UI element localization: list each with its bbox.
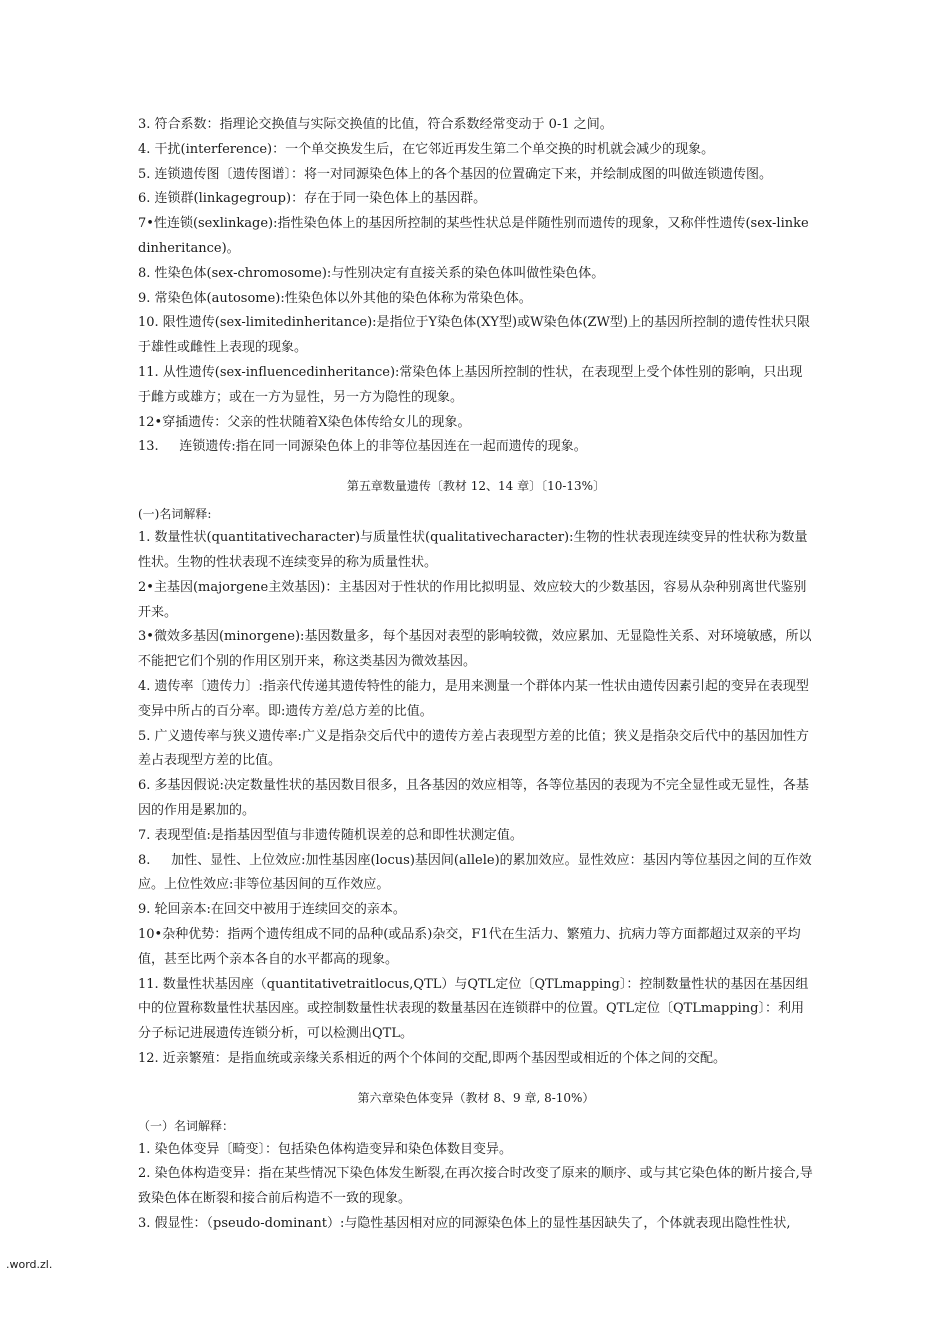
list-item: 6. 连锁群(linkagegroup)：存在于同一染色体上的基因群。 xyxy=(138,191,487,207)
list-item: 10•杂种优势：指两个遗传组成不同的品种(或品系)杂交，F1代在生活力、繁殖力、抗病力等方面都超过双亲的平均值，甚至比两个亲本各自的水平都高的现象。 xyxy=(138,926,801,967)
list-item: 9. 轮回亲本:在回交中被用于连续回交的亲本。 xyxy=(138,902,406,918)
list-item: 4. 遗传率〔遗传力〕:指亲代传递其遗传特性的能力，是用来测量一个群体内某一性状由遗传因素引起的变异在表现型变异中所占的百分率。即:遗传方差/总方差的比值。 xyxy=(138,678,809,719)
chapter-6-title: 第六章染色体变异（教材 8、9 章, 8-10%） xyxy=(357,1090,595,1105)
list-item: 9. 常染色体(autosome):性染色体以外其他的染色体称为常染色体。 xyxy=(138,290,532,306)
chapter-5-subtitle: (一)名词解释: xyxy=(138,507,212,522)
list-item: 7. 表现型值:是指基因型值与非遗传随机误差的总和即性状测定值。 xyxy=(138,827,523,843)
list-item: 2. 染色体构造变异：指在某些情况下染色体发生断裂,在再次接合时改变了原来的顺序、或与其它染色体的断片接合,导致染色体在断裂和接合前后构造不一致的现象。 xyxy=(138,1166,813,1207)
list-item: 12. 近亲繁殖：是指血统或亲缘关系相近的两个个体间的交配,即两个基因型或相近的个体之间的交配。 xyxy=(138,1050,726,1066)
page-footer: .word.zl. xyxy=(6,1258,53,1271)
list-item: 5. 广义遗传率与狭义遗传率:广义是指杂交后代中的遗传方差占表现型方差的比值；狭义是指杂交后代中的基因加性方差占表现型方差的比值。 xyxy=(138,728,809,769)
list-item: 10. 限性遗传(sex-limitedinheritance):是指位于Y染色体(XY型)或W染色体(ZW型)上的基因所控制的遗传性状只限于雄性或雌性上表现的现象。 xyxy=(138,315,810,356)
chapter-5-title: 第五章数量遗传〔教材 12、14 章〕〔10-13%〕 xyxy=(346,479,606,494)
list-item: 6. 多基因假说:决定数量性状的基因数目很多，且各基因的效应相等，各等位基因的表现为不完全显性或无显性，各基因的作用是累加的。 xyxy=(138,778,809,818)
list-item: 11. 数量性状基因座（quantitativetraitlocus,QTL）与QTL定位〔QTLmapping〕：控制数量性状的基因在基因组中的位置称数量性状基因座。或控制数量性状表现的数量基因在连锁群中的位置。QTL定位〔QTLmapping〕：利用分子标记进展遗传连锁分析，可以检测出QTL。 xyxy=(138,976,809,1042)
chapter-6-subtitle: （一）名词解释： xyxy=(138,1118,235,1133)
list-item: 3. 符合系数：指理论交换值与实际交换值的比值，符合系数经常变动于 0-1 之间。 xyxy=(138,117,613,132)
list-item: 1. 染色体变异〔畸变〕：包括染色体构造变异和染色体数目变异。 xyxy=(138,1141,513,1157)
chapter-6-list xyxy=(138,1138,814,1237)
list-item: 5. 连锁遗传图〔遗传图谱〕：将一对同源染色体上的各个基因的位置确定下来，并绘制成图的叫做连锁遗传图。 xyxy=(138,166,773,182)
list-item: 11. 从性遗传(sex-influencedinheritance):常染色体上基因所控制的性状，在表现型上受个体性别的影响，只出现于雌方或雄方；或在一方为显性，另一方为隐性的现象。 xyxy=(138,364,803,405)
list-item: 2•主基因(majorgene主效基因)：主基因对于性状的作用比拟明显、效应较大的少数基因，容易从杂种别离世代鉴别开来。 xyxy=(138,579,807,620)
prev-list xyxy=(138,113,814,460)
list-item: 1. 数量性状(quantitativecharacter)与质量性状(qualitativecharacter):生物的性状表现连续变异的性状称为数量性状。生物的性状表现不连续变异的称为质量性状。 xyxy=(138,530,808,570)
list-item: 4. 干扰(interference)：一个单交换发生后，在它邻近再发生第二个单交换的时机就会减少的现象。 xyxy=(138,141,715,157)
list-item: 3. 假显性：（pseudo-dominant）:与隐性基因相对应的同源染色体上的显性基因缺失了，个体就表现出隐性性状, xyxy=(138,1216,791,1232)
list-item: 8. 性染色体(sex-chromosome):与性别决定有直接关系的染色体叫做性染色体。 xyxy=(138,265,605,281)
document-body xyxy=(138,113,814,1237)
chapter-5-list xyxy=(138,526,814,1072)
list-item: 13. 连锁遗传:指在同一同源染色体上的非等位基因连在一起而遗传的现象。 xyxy=(138,439,587,455)
list-item: 8. 加性、显性、上位效应:加性基因座(locus)基因间(allele)的累加效应。显性效应：基因内等位基因之间的互作效应。上位性效应:非等位基因间的互作效应。 xyxy=(138,852,812,893)
list-item: 12•穿插遗传：父亲的性状随着X染色体传给女儿的现象。 xyxy=(138,414,471,430)
list-item: 7•性连锁(sexlinkage):指性染色体上的基因所控制的某些性状总是伴随性别而遗传的现象，又称伴性遗传(sex-linkedinheritance)。 xyxy=(138,216,809,256)
list-item: 3•微效多基因(minorgene):基因数量多，每个基因对表型的影响较微，效应累加、无显隐性关系、对环境敏感，所以不能把它们个别的作用区别开来，称这类基因为微效基因。 xyxy=(138,629,812,670)
